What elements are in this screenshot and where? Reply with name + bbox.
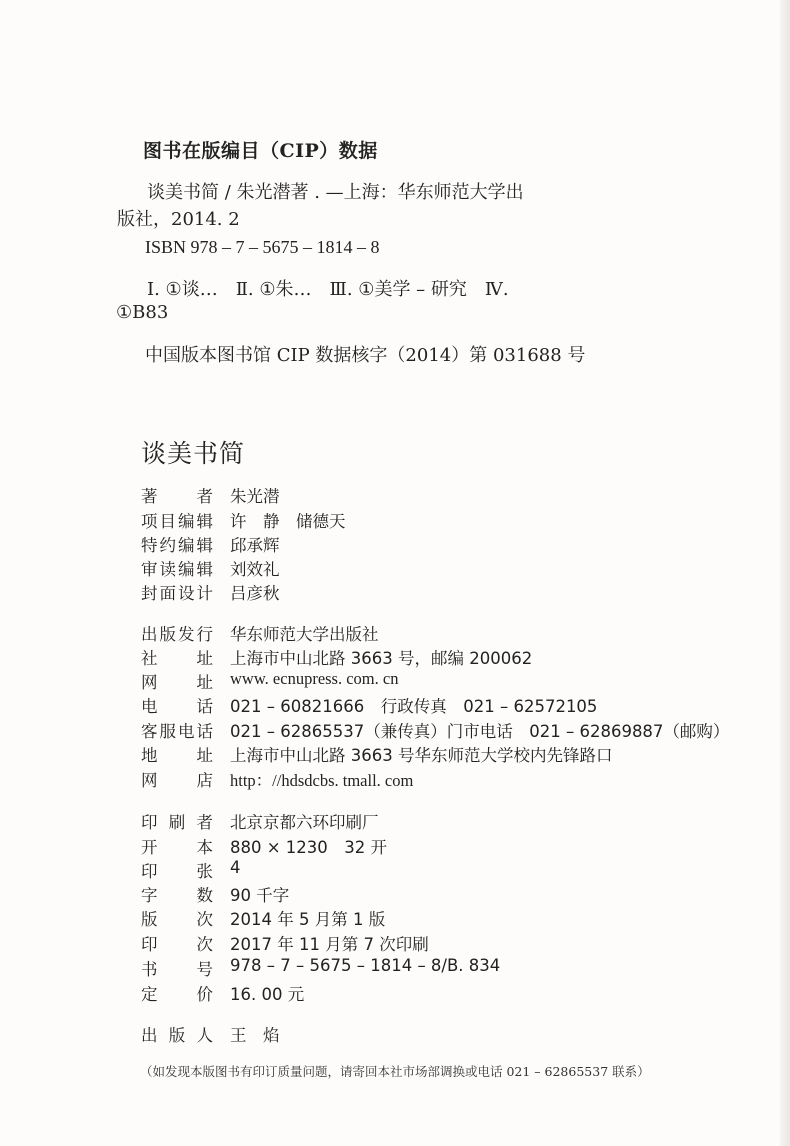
credit-label: 封 面 设 计	[141, 584, 213, 603]
printing-value: 880 × 1230 32 开	[230, 838, 388, 857]
credit-value: 吕彦秋	[230, 584, 280, 603]
printing-value: 90 千字	[230, 886, 290, 905]
quality-footnote: （如发现本版图书有印订质量问题，请寄回本社市场部调换或电话 021 – 62865537 联系）	[140, 1064, 650, 1079]
credit-label: 审 读 编 辑	[141, 560, 213, 579]
website-value: www. ecnupress. com. cn	[230, 669, 399, 688]
printing-value: 北京京都六环印刷厂	[230, 813, 379, 832]
cip-line-2: 版社，2014. 2	[117, 209, 240, 230]
printing-label: 印 刷 者	[141, 813, 213, 832]
publisher-label: 地 址	[141, 746, 213, 765]
publisher-value: 上海市中山北路 3663 号华东师范大学校内先锋路口	[230, 746, 613, 765]
printing-value: 4	[230, 858, 241, 877]
cip-isbn: ISBN 978 – 7 – 5675 – 1814 – 8	[145, 237, 380, 257]
printing-label: 印 张	[141, 862, 213, 881]
publisher-label: 电 话	[141, 697, 213, 716]
credit-value: 朱光潜	[230, 487, 280, 506]
printing-label: 版 次	[141, 910, 213, 929]
credit-label: 特 约 编 辑	[141, 536, 213, 555]
printing-value: 2017 年 11 月第 7 次印刷	[230, 935, 429, 954]
cip-subjects-1: Ⅰ. ①谈… Ⅱ. ①朱… Ⅲ. ①美学 – 研究 Ⅳ.	[147, 279, 509, 300]
printing-value: 978 – 7 – 5675 – 1814 – 8/B. 834	[230, 956, 501, 975]
cip-heading: 图书在版编目（CIP）数据	[143, 140, 378, 162]
page-edge	[780, 0, 790, 1146]
publisher-label: 出 版 发 行	[141, 625, 213, 644]
printing-label: 字 数	[141, 886, 213, 905]
printing-label: 印 次	[141, 935, 213, 954]
cip-line-1: 谈美书简 / 朱光潜著 . —上海：华东师范大学出	[147, 182, 524, 203]
cip-subjects-2: ①B83	[116, 302, 169, 323]
publisher-person-label: 出 版 人	[141, 1026, 213, 1045]
publisher-label: 社 址	[141, 649, 213, 668]
cip-verification: 中国版本图书馆 CIP 数据核字（2014）第 031688 号	[145, 345, 586, 366]
publisher-value: 华东师范大学出版社	[230, 625, 379, 644]
phone-value: 021 – 60821666 行政传真 021 – 62572105	[230, 697, 598, 716]
publisher-label: 网 址	[141, 673, 213, 692]
book-title: 谈美书简	[141, 439, 246, 468]
printing-label: 开 本	[141, 838, 213, 857]
printing-value: 2014 年 5 月第 1 版	[230, 910, 386, 929]
credit-value: 许 静 储德天	[230, 512, 346, 531]
printing-label: 书 号	[141, 960, 213, 979]
shop-url-value: http：//hdsdcbs. tmall. com	[230, 771, 414, 790]
publisher-label: 客 服 电 话	[141, 722, 213, 741]
service-phone-value: 021 – 62865537（兼传真）门市电话 021 – 62869887（邮购）	[230, 722, 730, 741]
publisher-value: 上海市中山北路 3663 号，邮编 200062	[230, 649, 533, 668]
credit-label: 著 者	[141, 487, 213, 506]
credit-value: 刘效礼	[230, 560, 280, 579]
printing-label: 定 价	[141, 985, 213, 1004]
publisher-person-value: 王 焰	[230, 1026, 280, 1045]
credit-value: 邱承辉	[230, 536, 280, 555]
price-value: 16. 00 元	[230, 985, 305, 1004]
publisher-label: 网 店	[141, 771, 213, 790]
credit-label: 项 目 编 辑	[141, 512, 213, 531]
